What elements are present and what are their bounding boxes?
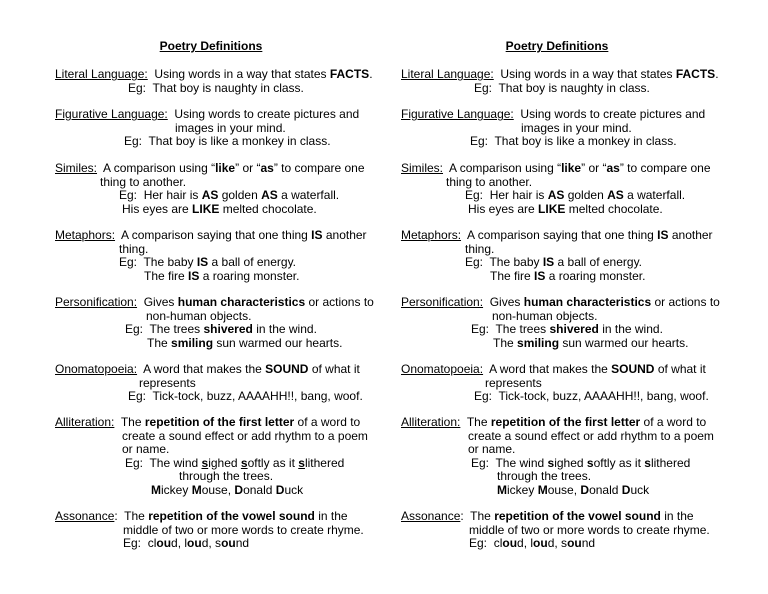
- metaphors-eg2-b: a roaring monster.: [545, 268, 646, 283]
- metaphors-is: IS: [657, 228, 669, 242]
- assonance-w3-c: nd: [235, 536, 250, 550]
- alliteration-example-cont: through the trees.: [497, 469, 592, 483]
- similes-def-c: ” to compare one: [619, 161, 711, 175]
- literal-definition: Using words in a way that states: [500, 67, 676, 81]
- figurative-definition: Using words to create pictures and: [174, 107, 360, 121]
- similes-eg1-as1: AS: [201, 188, 219, 202]
- personification-eg1-a: The trees: [495, 322, 550, 336]
- alliteration-example-cont: through the trees.: [179, 469, 274, 483]
- personification-definition-cont: non-human objects.: [492, 308, 598, 323]
- metaphors-def-a: A comparison saying that one thing: [467, 228, 658, 242]
- similes-term: Similes:: [55, 161, 98, 175]
- similes-eg1-as2: AS: [261, 188, 278, 202]
- personification-eg1-bold: shivered: [549, 322, 599, 336]
- literal-definition: Using words in a way that states: [154, 67, 330, 81]
- personification-eg1-a: The trees: [149, 322, 204, 336]
- eg-label: Eg:: [125, 322, 144, 336]
- assonance-w3-b: ou: [567, 536, 582, 550]
- similes-eg2-like: LIKE: [538, 201, 566, 216]
- similes-eg1-c: a waterfall.: [277, 188, 340, 202]
- assonance-w3-c: nd: [581, 536, 596, 550]
- alliteration-def-b: of a word to: [640, 415, 707, 429]
- alliteration-eg2-a: ickey: [161, 482, 192, 497]
- personification-eg1-b: in the wind.: [252, 322, 317, 336]
- alliteration-d2: D: [275, 482, 285, 497]
- metaphors-eg1-b: a ball of energy.: [208, 255, 297, 269]
- alliteration-term: Alliteration:: [55, 415, 115, 429]
- eg-label: Eg:: [119, 255, 138, 269]
- alliteration-eg1-b: ighed: [554, 455, 587, 470]
- alliteration-eg2-c: onald: [589, 482, 622, 497]
- assonance-w3-b: ou: [221, 536, 236, 550]
- similes-section: [401, 162, 731, 216]
- eg-label: Eg:: [471, 455, 490, 470]
- personification-eg2-a: The: [147, 335, 172, 350]
- assonance-w2-c: d, s: [547, 536, 568, 550]
- alliteration-m1: M: [497, 482, 507, 497]
- assonance-definition-cont: middle of two or more words to create rhyme.: [123, 522, 364, 537]
- eg-label: Eg:: [465, 255, 484, 269]
- onomatopoeia-section: [401, 363, 731, 404]
- onomatopoeia-definition-cont: represents: [139, 375, 196, 390]
- eg-label: Eg:: [474, 80, 493, 95]
- similes-like: like: [215, 161, 236, 175]
- literal-term: Literal Language:: [55, 67, 148, 81]
- literal-bold: FACTS: [675, 67, 716, 81]
- alliteration-eg1-a: The wind: [149, 455, 202, 470]
- literal-bold: FACTS: [329, 67, 370, 81]
- similes-eg2-like: LIKE: [192, 201, 220, 216]
- alliteration-m2: M: [191, 482, 202, 497]
- onomatopoeia-definition-cont: represents: [485, 375, 542, 390]
- assonance-def-a: The: [470, 509, 495, 523]
- personification-eg1-bold: shivered: [203, 322, 253, 336]
- onomatopoeia-def-a: A word that makes the: [489, 362, 612, 376]
- onomatopoeia-def-b: of what it: [308, 362, 360, 376]
- similes-eg1-b: golden: [564, 188, 608, 202]
- figurative-term: Figurative Language:: [401, 107, 514, 121]
- assonance-definition-cont: middle of two or more words to create rhyme.: [469, 522, 710, 537]
- assonance-w1-c: d, l: [171, 536, 188, 550]
- metaphors-eg2-a: The fire: [490, 268, 535, 283]
- personification-term: Personification:: [401, 295, 484, 309]
- onomatopoeia-example: Tick-tock, buzz, AAAAHH!!, bang, woof.: [152, 389, 363, 403]
- similes-eg2-a: His eyes are: [122, 201, 193, 216]
- alliteration-eg1-c: oftly as it: [247, 455, 299, 470]
- personification-section: [55, 296, 385, 350]
- eg-label: Eg:: [471, 322, 490, 336]
- metaphors-section: [401, 229, 731, 283]
- metaphors-definition-cont: thing.: [465, 241, 495, 256]
- onomatopoeia-section: [55, 363, 385, 404]
- personification-eg2-a: The: [493, 335, 518, 350]
- similes-eg1-as1: AS: [547, 188, 565, 202]
- similes-eg1-a: Her hair is: [143, 188, 202, 202]
- metaphors-eg1-is: IS: [196, 255, 209, 269]
- assonance-term: Assonance: [401, 509, 461, 523]
- alliteration-term: Alliteration:: [401, 415, 461, 429]
- similes-eg2-b: melted chocolate.: [565, 201, 663, 216]
- eg-label: Eg:: [128, 389, 147, 403]
- personification-eg2-bold: smiling: [517, 335, 560, 350]
- personification-bold: human characteristics: [523, 295, 652, 309]
- metaphors-term: Metaphors:: [401, 228, 462, 242]
- personification-def-a: Gives: [143, 295, 178, 309]
- assonance-w2-c: d, s: [201, 536, 222, 550]
- personification-def-a: Gives: [489, 295, 524, 309]
- alliteration-m2: M: [537, 482, 548, 497]
- similes-eg1-as2: AS: [607, 188, 624, 202]
- literal-period: .: [369, 67, 373, 81]
- personification-eg2-b: sun warmed our hearts.: [559, 335, 689, 350]
- metaphors-eg2-is: IS: [534, 268, 546, 283]
- page-title: Poetry Definitions: [505, 39, 609, 53]
- personification-eg1-b: in the wind.: [598, 322, 663, 336]
- metaphors-def-b: another: [322, 228, 367, 242]
- figurative-example: That boy is like a monkey in class.: [148, 134, 331, 148]
- alliteration-s3: s: [644, 455, 651, 470]
- alliteration-eg2-d: uck: [284, 482, 304, 497]
- personification-bold: human characteristics: [177, 295, 306, 309]
- metaphors-def-a: A comparison saying that one thing: [121, 228, 312, 242]
- assonance-section: [401, 510, 731, 551]
- alliteration-eg2-a: ickey: [507, 482, 538, 497]
- alliteration-eg2-c: onald: [243, 482, 276, 497]
- similes-eg2-a: His eyes are: [468, 201, 539, 216]
- similes-def-a: A comparison using “: [103, 161, 216, 175]
- personification-section: [401, 296, 731, 350]
- literal-example: That boy is naughty in class.: [152, 80, 304, 95]
- onomatopoeia-bold: SOUND: [265, 362, 309, 376]
- alliteration-definition-cont: create a sound effect or add rhythm to a poem: [468, 428, 714, 443]
- similes-definition-cont: thing to another.: [100, 174, 187, 189]
- similes-like: like: [561, 161, 582, 175]
- assonance-term: Assonance: [55, 509, 115, 523]
- similes-eg1-a: Her hair is: [489, 188, 548, 202]
- personification-definition-cont: non-human objects.: [146, 308, 252, 323]
- eg-label: Eg:: [123, 536, 142, 550]
- assonance-section: [55, 510, 385, 551]
- eg-label: Eg:: [465, 188, 484, 202]
- assonance-def-b: in the: [314, 509, 348, 523]
- assonance-w1-a: cl: [493, 536, 503, 550]
- alliteration-def-a: The: [120, 415, 145, 429]
- similes-def-b: ” or “: [235, 161, 261, 175]
- alliteration-definition-cont2: or name.: [122, 442, 170, 456]
- assonance-def-b: in the: [660, 509, 694, 523]
- alliteration-section: [55, 416, 385, 497]
- similes-eg1-c: a waterfall.: [623, 188, 686, 202]
- figurative-definition: Using words to create pictures and: [520, 107, 706, 121]
- onomatopoeia-def-b: of what it: [654, 362, 706, 376]
- assonance-w1-a: cl: [147, 536, 157, 550]
- eg-label: Eg:: [128, 80, 147, 95]
- alliteration-eg2-b: ouse,: [547, 482, 581, 497]
- assonance-w2-b: ou: [187, 536, 202, 550]
- literal-period: .: [715, 67, 719, 81]
- alliteration-s1: s: [201, 455, 209, 470]
- alliteration-eg2-b: ouse,: [201, 482, 235, 497]
- alliteration-d1: D: [580, 482, 590, 497]
- personification-def-b: or actions to: [651, 295, 720, 309]
- personification-term: Personification:: [55, 295, 138, 309]
- eg-label: Eg:: [474, 389, 493, 403]
- onomatopoeia-term: Onomatopoeia:: [55, 362, 138, 376]
- metaphors-eg2-a: The fire: [144, 268, 189, 283]
- alliteration-eg1-d: lithered: [304, 455, 345, 470]
- alliteration-definition-cont: create a sound effect or add rhythm to a poem: [122, 428, 368, 443]
- alliteration-eg1-b: ighed: [208, 455, 241, 470]
- similes-eg2-b: melted chocolate.: [219, 201, 317, 216]
- alliteration-definition-cont2: or name.: [468, 442, 516, 456]
- alliteration-section: [401, 416, 731, 497]
- similes-def-c: ” to compare one: [273, 161, 365, 175]
- personification-def-b: or actions to: [305, 295, 374, 309]
- similes-definition-cont: thing to another.: [446, 174, 533, 189]
- personification-eg2-bold: smiling: [171, 335, 214, 350]
- alliteration-eg1-a: The wind: [495, 455, 548, 470]
- alliteration-d1: D: [234, 482, 244, 497]
- similes-as: as: [260, 161, 274, 175]
- assonance-bold: repetition of the vowel sound: [494, 509, 661, 523]
- alliteration-eg2-d: uck: [630, 482, 650, 497]
- metaphors-definition-cont: thing.: [119, 241, 149, 256]
- page-title: Poetry Definitions: [159, 39, 263, 53]
- onomatopoeia-example: Tick-tock, buzz, AAAAHH!!, bang, woof.: [498, 389, 709, 403]
- alliteration-m1: M: [151, 482, 161, 497]
- alliteration-def-b: of a word to: [294, 415, 361, 429]
- similes-section: [55, 162, 385, 216]
- alliteration-eg1-d: lithered: [650, 455, 691, 470]
- literal-term: Literal Language:: [401, 67, 494, 81]
- assonance-w1-b: ou: [156, 536, 172, 550]
- personification-eg2-b: sun warmed our hearts.: [213, 335, 343, 350]
- onomatopoeia-term: Onomatopoeia:: [401, 362, 484, 376]
- figurative-language-section: [401, 108, 731, 149]
- figurative-term: Figurative Language:: [55, 107, 168, 121]
- alliteration-s1: s: [547, 455, 555, 470]
- metaphors-eg1-a: The baby: [489, 255, 543, 269]
- figurative-language-section: [55, 108, 385, 149]
- alliteration-def-a: The: [466, 415, 491, 429]
- onomatopoeia-bold: SOUND: [611, 362, 655, 376]
- alliteration-d2: D: [621, 482, 631, 497]
- assonance-w1-b: ou: [502, 536, 518, 550]
- alliteration-s2: s: [586, 455, 594, 470]
- eg-label: Eg:: [470, 134, 489, 148]
- eg-label: Eg:: [119, 188, 138, 202]
- literal-example: That boy is naughty in class.: [498, 80, 650, 95]
- similes-eg1-b: golden: [218, 188, 262, 202]
- metaphors-eg2-b: a roaring monster.: [199, 268, 300, 283]
- metaphors-is: IS: [311, 228, 323, 242]
- assonance-colon: :: [114, 509, 118, 523]
- metaphors-def-b: another: [668, 228, 713, 242]
- assonance-def-a: The: [124, 509, 149, 523]
- figurative-definition-cont: images in your mind.: [175, 120, 286, 135]
- metaphors-section: [55, 229, 385, 283]
- literal-language-section: [55, 68, 385, 95]
- metaphors-term: Metaphors:: [55, 228, 116, 242]
- onomatopoeia-def-a: A word that makes the: [143, 362, 266, 376]
- similes-def-a: A comparison using “: [449, 161, 562, 175]
- alliteration-bold: repetition of the first letter: [490, 415, 641, 429]
- assonance-colon: :: [460, 509, 464, 523]
- assonance-w2-b: ou: [533, 536, 548, 550]
- eg-label: Eg:: [125, 455, 144, 470]
- similes-as: as: [606, 161, 620, 175]
- alliteration-bold: repetition of the first letter: [144, 415, 295, 429]
- eg-label: Eg:: [124, 134, 143, 148]
- eg-label: Eg:: [469, 536, 488, 550]
- figurative-example: That boy is like a monkey in class.: [494, 134, 677, 148]
- metaphors-eg1-b: a ball of energy.: [554, 255, 643, 269]
- literal-language-section: [401, 68, 731, 95]
- figurative-definition-cont: images in your mind.: [521, 120, 632, 135]
- alliteration-s3: s: [298, 455, 305, 470]
- assonance-w1-c: d, l: [517, 536, 534, 550]
- metaphors-eg1-is: IS: [542, 255, 555, 269]
- assonance-bold: repetition of the vowel sound: [148, 509, 315, 523]
- metaphors-eg1-a: The baby: [143, 255, 197, 269]
- similes-term: Similes:: [401, 161, 444, 175]
- alliteration-s2: s: [240, 455, 248, 470]
- similes-def-b: ” or “: [581, 161, 607, 175]
- metaphors-eg2-is: IS: [188, 268, 200, 283]
- alliteration-eg1-c: oftly as it: [593, 455, 645, 470]
